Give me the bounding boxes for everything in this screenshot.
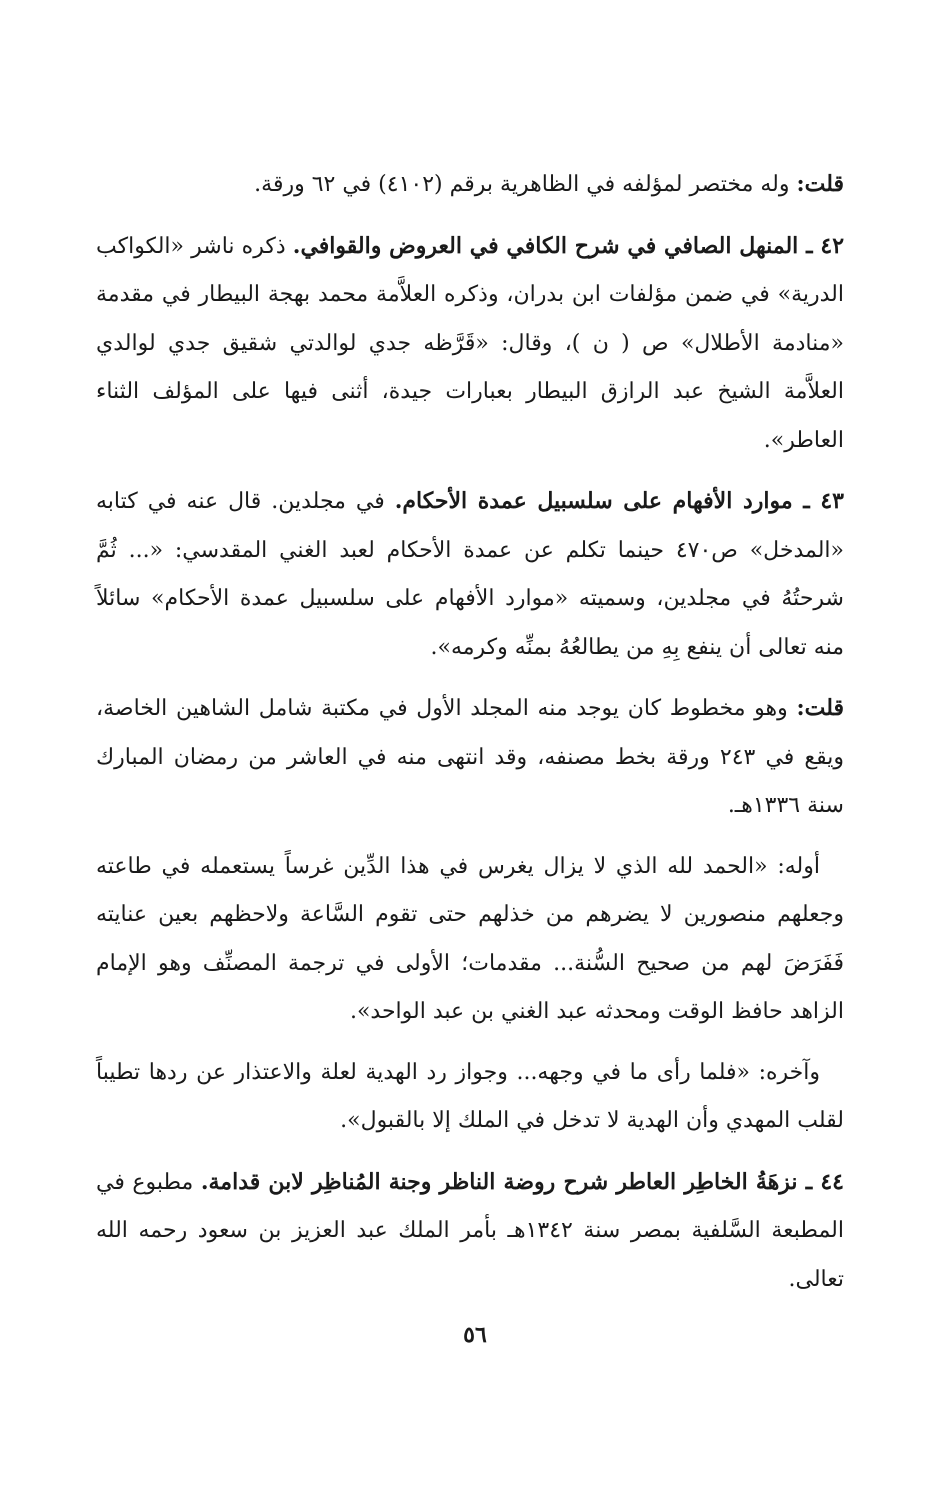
paragraph-manuscript-beginning [96,843,844,1037]
paragraph-note-manuscript [96,684,844,831]
entry-title: ٤٢ ـ المنهل الصافي في شرح الكافي في العروض والقوافي. [292,232,845,259]
paragraph-text: وله مختصر لمؤلفه في الظاهرية برقم (٤١٠٢) في ٦٢ ورقة. [254,172,797,197]
entry-text: مطبوع في المطبعة السَّلفية بمصر سنة ١٣٤٢هـ بأمر الملك عبد العزيز بن سعود رحمه الله تعالى. [96,1169,844,1292]
entry-44 [96,1158,844,1305]
note-label: قلت: [796,695,844,721]
page-number: ٥٦ [463,1322,487,1348]
paragraph-text: وهو مخطوط كان يوجد منه المجلد الأول في مكتبة شامل الشاهين الخاصة، ويقع في ٢٤٣ ورقة بخط مصنفه، وقد انتهى منه في العاشر من رمضان المبارك سنة ١٣٣٦هـ. [96,696,844,818]
paragraph-note-mukhtasar [96,160,844,210]
entry-text: ذكره ناشر «الكواكب الدرية» في ضمن مؤلفات ابن بدران، وذكره العلاَّمة محمد بهجة البيطار في مقدمة «منادمة الأطلال» ص ( ن )، وقال: «قَرَّظه جدي لوالدتي شقيق جدي لوالدي العلاَّمة الشيخ عبد الرازق البيطار بعبارات جيدة، أثنى فيها على المؤلف الثناء العاطر». [96,233,844,453]
document-page [96,160,844,1304]
note-label: قلت: [796,171,844,197]
entry-43 [96,477,844,672]
entry-42 [96,222,844,466]
entry-text: في مجلدين. قال عنه في كتابه «المدخل» ص٤٧٠ حينما تكلم عن عمدة الأحكام لعبد الغني المقدسي: «... ثُمَّ شرحتُهُ في مجلدين، وسميته «موارد الأفهام على سلسبيل عمدة الأحكام» سائلاً منه تعالى أن ينفع بِهِ من يطالعُهُ بمنِّه وكرمه». [96,489,844,660]
paragraph-text: أوله: «الحمد لله الذي لا يزال يغرس في هذا الدِّين غرساً يستعمله في طاعته وجعلهم منصورين لا يضرهم من خذلهم حتى تقوم السَّاعة ولاحظهم بعين عنايته فَفَرَضَ لهم من صحيح السُّنة... مقدمات؛ الأولى في ترجمة المصنِّف وهو الإمام الزاهد حافظ الوقت ومحدثه عبد الغني بن عبد الواحد». [96,853,844,1024]
entry-title: ٤٤ ـ نزهَةُ الخاطِر العاطر شرح روضة الناظر وجنة المُناظِر لابن قدامة. [200,1168,844,1195]
paragraph-manuscript-ending [96,1049,844,1146]
entry-title: ٤٣ ـ موارد الأفهام على سلسبيل عمدة الأحكام. [394,488,844,514]
paragraph-text: وآخره: «فلما رأى ما في وجهه... وجواز رد الهدية لعلة والاعتذار عن ردها تطيباً لقلب المهدي وأن الهدية لا تدخل في الملك إلا بالقبول». [96,1059,844,1133]
